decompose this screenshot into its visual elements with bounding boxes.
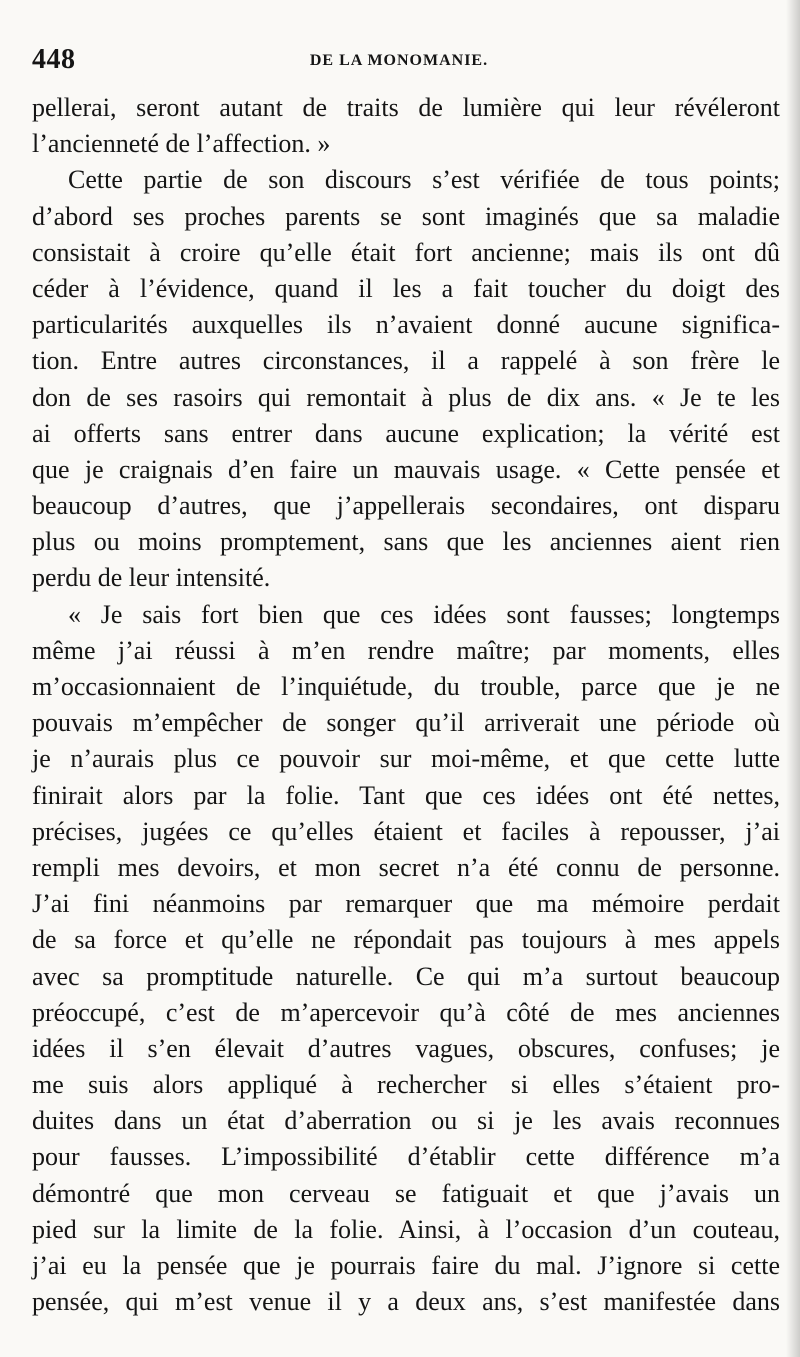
text-line: de sa force et qu’elle ne répondait pas toujours à mes appels (32, 925, 780, 955)
text-line: avec sa promptitude naturelle. Ce qui m’a surtout beaucoup (32, 961, 780, 991)
text-line: pellerai, seront autant de traits de lumière qui leur révéleront (32, 93, 780, 122)
text-line: consistait à croire qu’elle était fort ancienne; mais ils ont dû (32, 237, 780, 267)
text-line: l’ancienneté de l’affection. » (32, 129, 331, 159)
text-line: plus ou moins promptement, sans que les anciennes aient rien (32, 527, 780, 557)
text-line: d’abord ses proches parents se sont imaginés que sa maladie (32, 201, 780, 231)
body-text (32, 90, 780, 1320)
text-line: ai offerts sans entrer dans aucune explication; la vérité est (32, 418, 780, 448)
text-line: rempli mes devoirs, et mon secret n’a été connu de personne. (32, 852, 780, 882)
text-line: précises, jugées ce qu’elles étaient et faciles à repousser, j’ai (32, 816, 780, 846)
page-number: 448 (32, 44, 76, 75)
paragraph-start-line: « Je sais fort bien que ces idées sont fausses; longtemps (68, 599, 780, 629)
text-line: céder à l’évidence, quand il les a fait toucher du doigt des (32, 273, 780, 303)
text-line: particularités auxquelles ils n’avaient donné aucune significa- (32, 310, 780, 340)
paragraph-start-line: Cette partie de son discours s’est vérifiée de tous points; (68, 165, 780, 195)
text-line: tion. Entre autres circonstances, il a rappelé à son frère le (32, 346, 780, 376)
text-line: perdu de leur intensité. (32, 563, 271, 593)
text-line: idées il s’en élevait d’autres vagues, obscures, confuses; je (32, 1033, 780, 1063)
text-line: pouvais m’empêcher de songer qu’il arriverait une période où (32, 708, 780, 738)
text-line: beaucoup d’autres, que j’appellerais secondaires, ont disparu (32, 491, 780, 521)
text-line: j’ai eu la pensée que je pourrais faire du mal. J’ignore si cette (32, 1251, 780, 1280)
text-line: je n’aurais plus ce pouvoir sur moi-même, et que cette lutte (32, 744, 780, 774)
text-line: pour fausses. L’impossibilité d’établir cette différence m’a (32, 1142, 780, 1172)
running-title: DE LA MONOMANIE. (309, 52, 489, 69)
text-line: que je craignais d’en faire un mauvais usage. « Cette pensée et (32, 454, 780, 484)
text-line: duites dans un état d’aberration ou si je les avais reconnues (32, 1106, 780, 1136)
text-line: préoccupé, c’est de m’apercevoir qu’à côté de mes anciennes (32, 997, 780, 1027)
text-line: démontré que mon cerveau se fatiguait et que j’avais un (32, 1178, 780, 1208)
text-line: me suis alors appliqué à rechercher si elles s’étaient pro- (32, 1070, 780, 1100)
text-line: don de ses rasoirs qui remontait à plus de dix ans. « Je te les (32, 382, 780, 412)
text-line: finirait alors par la folie. Tant que ces idées ont été nettes, (32, 780, 780, 810)
text-line: m’occasionnaient de l’inquiétude, du trouble, parce que je ne (32, 672, 780, 701)
text-line: pensée, qui m’est venue il y a deux ans, s’est manifestée dans (32, 1287, 780, 1317)
text-line: même j’ai réussi à m’en rendre maître; par moments, elles (32, 635, 780, 665)
text-line: pied sur la limite de la folie. Ainsi, à l’occasion d’un couteau, (32, 1214, 780, 1244)
page-header (32, 44, 766, 78)
text-line: J’ai fini néanmoins par remarquer que ma mémoire perdait (32, 889, 780, 919)
page-edge-shadow (786, 0, 800, 1357)
